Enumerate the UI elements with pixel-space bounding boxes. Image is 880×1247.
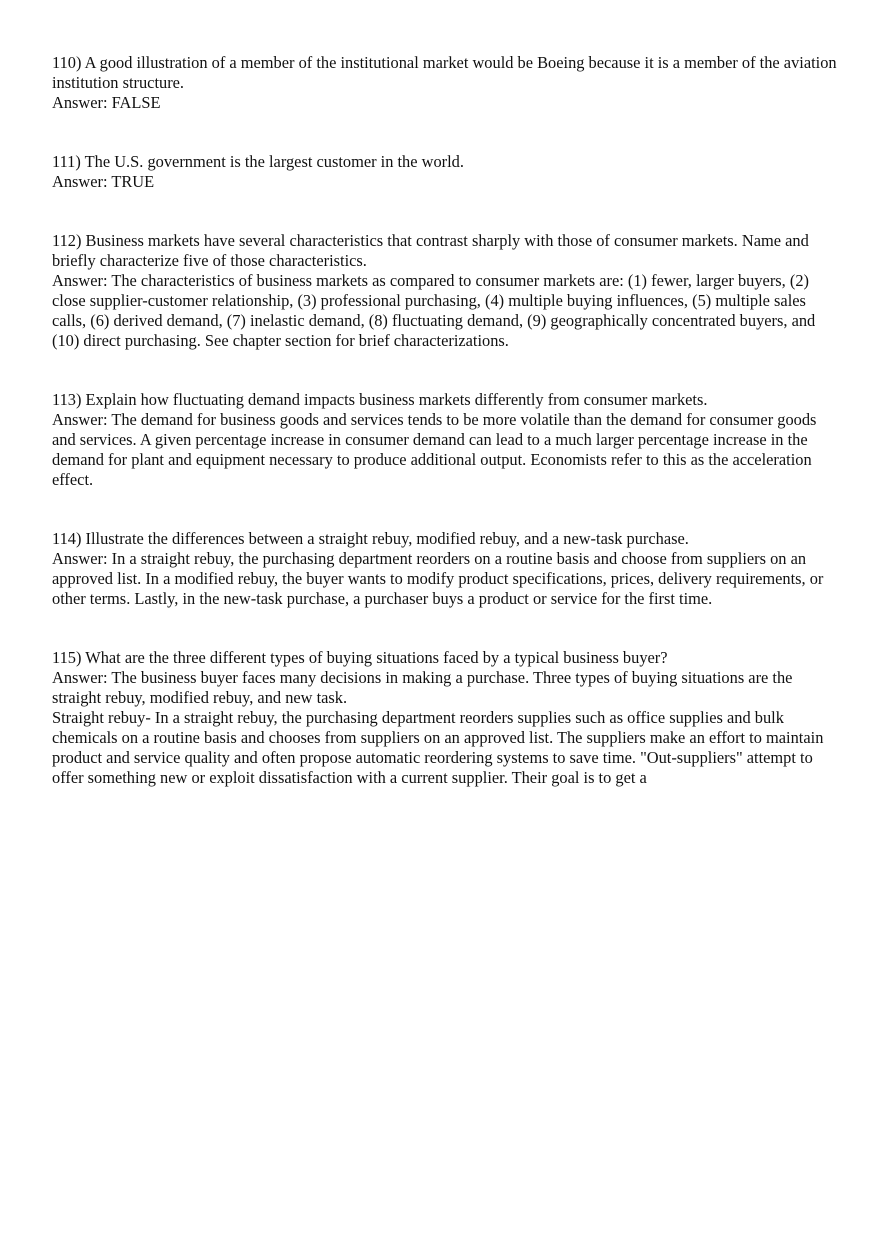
question-text: 114) Illustrate the differences between a straight rebuy, modified rebuy, and a new-task purchase. (52, 529, 689, 548)
answer-text: Answer: FALSE (52, 93, 161, 112)
question-text: 110) A good illustration of a member of the institutional market would be Boeing because it is a member of the aviation institution structure. (52, 53, 837, 92)
spacer (52, 113, 837, 152)
question-text: 111) The U.S. government is the largest customer in the world. (52, 152, 464, 171)
answer-text: Answer: In a straight rebuy, the purchasing department reorders on a routine basis and choose from suppliers on an approved list. In a modified rebuy, the buyer wants to modify product specifications, prices, delivery requirements, or other terms. Lastly, in the new-task purchase, a purchaser buys a product or service for the first time. (52, 549, 824, 608)
answer-text: Answer: The business buyer faces many decisions in making a purchase. Three types of buying situations are the straight rebuy, modified rebuy, and new task. (52, 668, 793, 707)
question-block-113 (52, 390, 837, 490)
spacer (52, 609, 837, 648)
answer-text: Answer: The demand for business goods and services tends to be more volatile than the demand for consumer goods and services. A given percentage increase in consumer demand can lead to a much larger percentage increase in the demand for plant and equipment necessary to produce additional output. Economists refer to this as the acceleration effect. (52, 410, 817, 489)
question-block-111 (52, 152, 837, 192)
answer-continuation-text: Straight rebuy- In a straight rebuy, the purchasing department reorders supplies such as office supplies and bulk chemicals on a routine basis and chooses from suppliers on an approved list. The suppliers make an effort to maintain product and service quality and often propose automatic reordering systems to save time. "Out-suppliers" attempt to offer something new or exploit dissatisfaction with a current supplier. Their goal is to get a (52, 708, 824, 787)
question-text: 112) Business markets have several characteristics that contrast sharply with those of consumer markets. Name and briefly characterize five of those characteristics. (52, 231, 809, 270)
spacer (52, 351, 837, 390)
spacer (52, 490, 837, 529)
question-block-112 (52, 231, 837, 351)
spacer (52, 192, 837, 231)
document-page (52, 53, 837, 788)
answer-text: Answer: TRUE (52, 172, 155, 191)
question-block-110 (52, 53, 837, 113)
question-text: 113) Explain how fluctuating demand impacts business markets differently from consumer markets. (52, 390, 708, 409)
question-block-114 (52, 529, 837, 609)
question-block-115 (52, 648, 837, 788)
question-text: 115) What are the three different types of buying situations faced by a typical business buyer? (52, 648, 668, 667)
answer-text: Answer: The characteristics of business markets as compared to consumer markets are: (1) fewer, larger buyers, (2) close supplier-customer relationship, (3) professional purchasing, (4) multiple buying influences, (5) multiple sales calls, (6) derived demand, (7) inelastic demand, (8) fluctuating demand, (9) geographically concentrated buyers, and (10) direct purchasing. See chapter section for brief characterizations. (52, 271, 816, 350)
